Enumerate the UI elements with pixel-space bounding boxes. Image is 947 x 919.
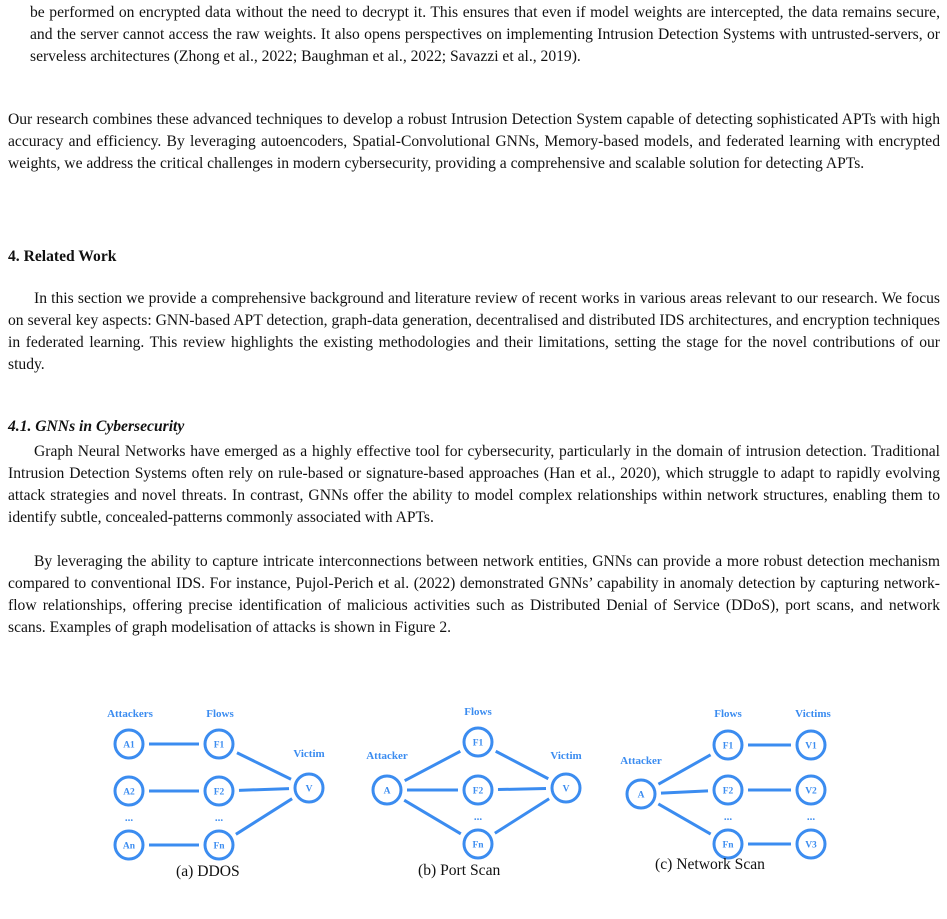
netscan-edge-attacker-flow-2: [661, 791, 708, 793]
attack-graphs-svg: [0, 700, 947, 919]
portscan-edge-flow-victim-3: [495, 799, 549, 834]
section-heading: 4. Related Work: [8, 248, 117, 265]
netscan-flows-heading: Flows: [714, 708, 742, 720]
portscan-edge-attacker-flow-1: [405, 751, 461, 780]
ddos-edge-flow-victim-1: [237, 753, 291, 779]
netscan-victim-node-3-label: V3: [805, 840, 817, 851]
netscan-flow-node-2-label: F2: [722, 786, 734, 797]
portscan-victim-node-label: V: [562, 784, 570, 795]
subsection-paragraph-2: By leveraging the ability to capture intricate interconnections between network entities, GNNs can provide a more robust detection mechanism compared to conventional IDS. For instance, Pujol-Perich et al. (2022) demonstrated GNNs’ capability in anomaly detection by capturing network-flow relationships, offering precise identification of malicious activities such as Distributed Denial of Service (DDoS), port scans, and network scans. Examples of graph modelisation of attacks is shown in Figure 2.: [8, 553, 940, 636]
portscan-attacker-node-label: A: [383, 786, 391, 797]
ddos-flow-node-1-label: F1: [213, 740, 225, 751]
netscan-victims-heading: Victims: [795, 708, 831, 720]
ddos-edge-flow-victim-2: [239, 789, 289, 791]
netscan-victim-node-2-label: V2: [805, 786, 817, 797]
ddos-flow-node-2-label: F2: [213, 787, 225, 798]
portscan-flows-ellipsis: ...: [473, 811, 483, 823]
subsection-paragraph-1: Graph Neural Networks have emerged as a highly effective tool for cybersecurity, particularly in the domain of intrusion detection. Traditional Intrusion Detection Systems often rely on rule-based or signature-based approaches (Han et al., 2020), which struggle to adapt to rapidly evolving attack strategies and novel threats. In contrast, GNNs offer the ability to model complex relationships within network structures, enabling them to identify subtle, concealed-patterns commonly associated with APTs.: [8, 443, 940, 526]
netscan-flow-node-3-label: Fn: [722, 840, 734, 851]
netscan-victim-node-1-label: V1: [805, 741, 817, 752]
portscan-flow-node-2-label: F2: [472, 786, 484, 797]
caption-ddos: (a) DDOS: [176, 863, 240, 880]
portscan-flow-node-3-label: Fn: [472, 840, 484, 851]
portscan-edge-flow-victim-1: [496, 751, 549, 778]
ddos-flow-node-3-label: Fn: [213, 841, 225, 852]
caption-network-scan: (c) Network Scan: [655, 856, 765, 873]
netscan-attacker-heading: Attacker: [620, 755, 662, 767]
ddos-attackers-ellipsis: ...: [124, 812, 134, 824]
ddos-victim-node-label: V: [305, 784, 313, 795]
portscan-attacker-heading: Attacker: [366, 750, 408, 762]
subsection-heading: 4.1. GNNs in Cybersecurity: [8, 418, 185, 435]
netscan-edge-attacker-flow-3: [658, 804, 710, 834]
continuation-paragraph: be performed on encrypted data without the need to decrypt it. This ensures that even if model weights are intercepted, the data remains secure, and the server cannot access the raw weights. It also opens perspectives on implementing Intrusion Detection Systems with untrusted-servers, or serveless architectures (Zhong et al., 2022; Baughman et al., 2022; Savazzi et al., 2019).: [30, 4, 940, 65]
ddos-attacker-node-1-label: A1: [123, 740, 135, 751]
section-intro-paragraph: In this section we provide a comprehensive background and literature review of recent works in various areas relevant to our research. We focus on several key aspects: GNN-based APT detection, graph-data generation, decentralised and distributed IDS architectures, and encryption techniques in federated learning. This review highlights the existing methodologies and their limitations, setting the stage for the novel contributions of our study.: [8, 290, 940, 373]
portscan-victim-heading: Victim: [550, 750, 582, 762]
ddos-edge-flow-victim-3: [236, 799, 292, 835]
ddos-flows-ellipsis: ...: [214, 812, 224, 824]
netscan-flows-ellipsis: ...: [723, 811, 733, 823]
caption-port-scan: (b) Port Scan: [418, 862, 501, 879]
portscan-flow-node-1-label: F1: [472, 738, 484, 749]
ddos-flows-heading: Flows: [206, 708, 234, 720]
portscan-edge-attacker-flow-3: [404, 800, 461, 834]
attack-graph-figure: [0, 700, 947, 919]
portscan-flows-heading: Flows: [464, 706, 492, 718]
portscan-edge-flow-victim-2: [498, 788, 546, 789]
summary-paragraph: Our research combines these advanced techniques to develop a robust Intrusion Detection System capable of detecting sophisticated APTs with high accuracy and efficiency. By leveraging autoencoders, Spatial-Convolutional GNNs, Memory-based models, and federated learning with encrypted weights, we address the critical challenges in modern cybersecurity, providing a comprehensive and scalable solution for detecting APTs.: [8, 111, 940, 172]
ddos-victim-heading: Victim: [293, 748, 325, 760]
netscan-flow-node-1-label: F1: [722, 741, 734, 752]
netscan-victims-ellipsis: ...: [806, 811, 816, 823]
ddos-attacker-node-3-label: An: [122, 841, 136, 852]
ddos-attackers-heading: Attackers: [107, 708, 153, 720]
ddos-attacker-node-2-label: A2: [123, 787, 135, 798]
netscan-edge-attacker-flow-1: [658, 755, 710, 784]
netscan-attacker-node-label: A: [637, 790, 645, 801]
